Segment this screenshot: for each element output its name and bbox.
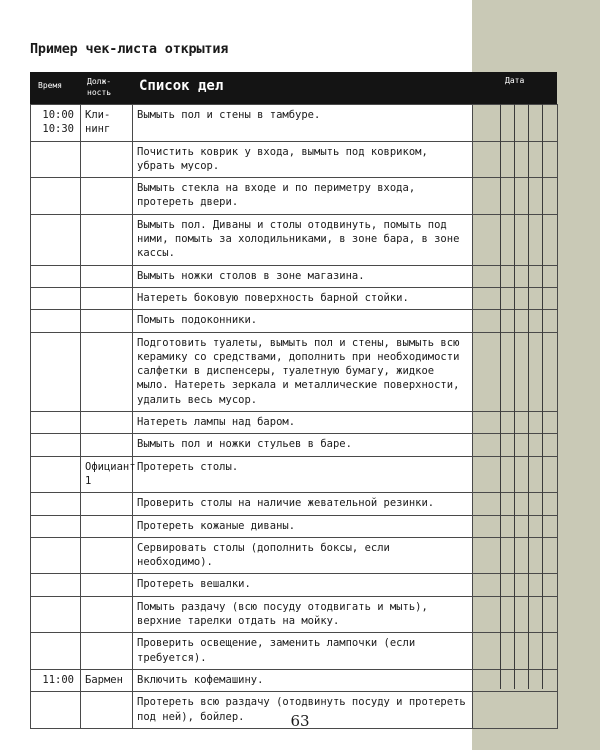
table-row [31, 434, 558, 456]
table-row [31, 332, 558, 411]
row-task: Сервировать столы (дополнить боксы, если необходимо). [133, 537, 473, 574]
table-row [31, 574, 558, 596]
row-date-cell [473, 493, 558, 515]
row-time [31, 141, 81, 178]
row-date-cell [473, 596, 558, 633]
row-role: Официант 1 [81, 456, 133, 493]
row-role [81, 434, 133, 456]
row-role [81, 596, 133, 633]
row-date-cell [473, 214, 558, 265]
table-row [31, 537, 558, 574]
row-date-cell [473, 456, 558, 493]
row-date-cell [473, 310, 558, 332]
row-task: Подготовить туалеты, вымыть пол и стены, вымыть всю керамику со средствами, дополнить при необходимости салфетки в диспенсеры, туалетную бумагу, жидкое мыло. Натереть зеркала и металлические поверхности, удалить весь мусор. [133, 332, 473, 411]
row-time [31, 214, 81, 265]
table-row [31, 669, 558, 691]
header-tasks: Список дел [139, 78, 224, 94]
header-time: Время [38, 81, 63, 90]
row-role [81, 141, 133, 178]
table-row [31, 310, 558, 332]
row-task: Вымыть ножки столов в зоне магазина. [133, 265, 473, 287]
row-time: 11:00 [31, 669, 81, 691]
row-task: Протереть кожаные диваны. [133, 515, 473, 537]
table-row [31, 105, 558, 142]
table-header [30, 72, 557, 104]
row-task: Включить кофемашину. [133, 669, 473, 691]
row-time [31, 265, 81, 287]
row-date-cell [473, 141, 558, 178]
row-date-cell [473, 537, 558, 574]
header-date: Дата [505, 76, 525, 85]
table-row [31, 178, 558, 215]
row-time [31, 596, 81, 633]
row-date-cell [473, 265, 558, 287]
row-date-cell [473, 287, 558, 309]
row-role: Кли-нинг [81, 105, 133, 142]
table-row [31, 633, 558, 670]
row-time [31, 515, 81, 537]
row-role [81, 287, 133, 309]
row-task: Вымыть пол. Диваны и столы отодвинуть, помыть под ними, помыть за холодильниками, в зоне бара, в зоне кассы. [133, 214, 473, 265]
row-time [31, 434, 81, 456]
row-role [81, 515, 133, 537]
row-task: Вымыть пол и ножки стульев в баре. [133, 434, 473, 456]
page-number: 63 [290, 712, 310, 730]
table-row [31, 456, 558, 493]
row-role [81, 214, 133, 265]
row-date-cell [473, 574, 558, 596]
row-time [31, 178, 81, 215]
checklist-table [30, 72, 557, 729]
row-role [81, 633, 133, 670]
row-time [31, 537, 81, 574]
row-role: Бармен [81, 669, 133, 691]
table-row [31, 141, 558, 178]
row-date-cell [473, 434, 558, 456]
row-role [81, 493, 133, 515]
row-time [31, 287, 81, 309]
row-date-cell [473, 332, 558, 411]
row-role [81, 574, 133, 596]
header-role: Долж-ность [87, 77, 112, 97]
row-date-cell [473, 178, 558, 215]
row-task: Почистить коврик у входа, вымыть под ковриком, убрать мусор. [133, 141, 473, 178]
row-time [31, 574, 81, 596]
row-date-cell [473, 105, 558, 142]
row-time [31, 310, 81, 332]
table-row [31, 214, 558, 265]
row-task: Проверить столы на наличие жевательной резинки. [133, 493, 473, 515]
row-task: Протереть столы. [133, 456, 473, 493]
table-row [31, 287, 558, 309]
row-role [81, 310, 133, 332]
page-title: Пример чек-листа открытия [30, 41, 229, 57]
row-time [31, 332, 81, 411]
row-role [81, 265, 133, 287]
row-task: Проверить освещение, заменить лампочки (если требуется). [133, 633, 473, 670]
row-time [31, 412, 81, 434]
row-task: Вымыть стекла на входе и по периметру входа, протереть двери. [133, 178, 473, 215]
row-time [31, 456, 81, 493]
row-task: Помыть подоконники. [133, 310, 473, 332]
row-date-cell [473, 515, 558, 537]
row-task: Протереть всю раздачу (отодвинуть посуду и протереть под ней), бойлер. [133, 692, 473, 729]
date-grid-line [542, 104, 543, 689]
row-task: Помыть раздачу (всю посуду отодвигать и мыть), верхние тарелки отдать на мойку. [133, 596, 473, 633]
row-task: Натереть боковую поверхность барной стойки. [133, 287, 473, 309]
table-row [31, 515, 558, 537]
row-task: Натереть лампы над баром. [133, 412, 473, 434]
row-task: Вымыть пол и стены в тамбуре. [133, 105, 473, 142]
row-date-cell [473, 633, 558, 670]
row-time [31, 493, 81, 515]
row-role [81, 537, 133, 574]
row-role [81, 412, 133, 434]
date-grid-line [500, 104, 501, 689]
row-task: Протереть вешалки. [133, 574, 473, 596]
row-date-cell [473, 412, 558, 434]
table-row [31, 412, 558, 434]
table-row [31, 493, 558, 515]
checklist-rows [30, 104, 558, 729]
table-row [31, 596, 558, 633]
row-role [81, 178, 133, 215]
table-row [31, 265, 558, 287]
row-time: 10:00 10:30 [31, 105, 81, 142]
date-grid-line [528, 104, 529, 689]
date-grid-line [514, 104, 515, 689]
row-time [31, 633, 81, 670]
row-date-cell [473, 669, 558, 691]
row-role [81, 332, 133, 411]
